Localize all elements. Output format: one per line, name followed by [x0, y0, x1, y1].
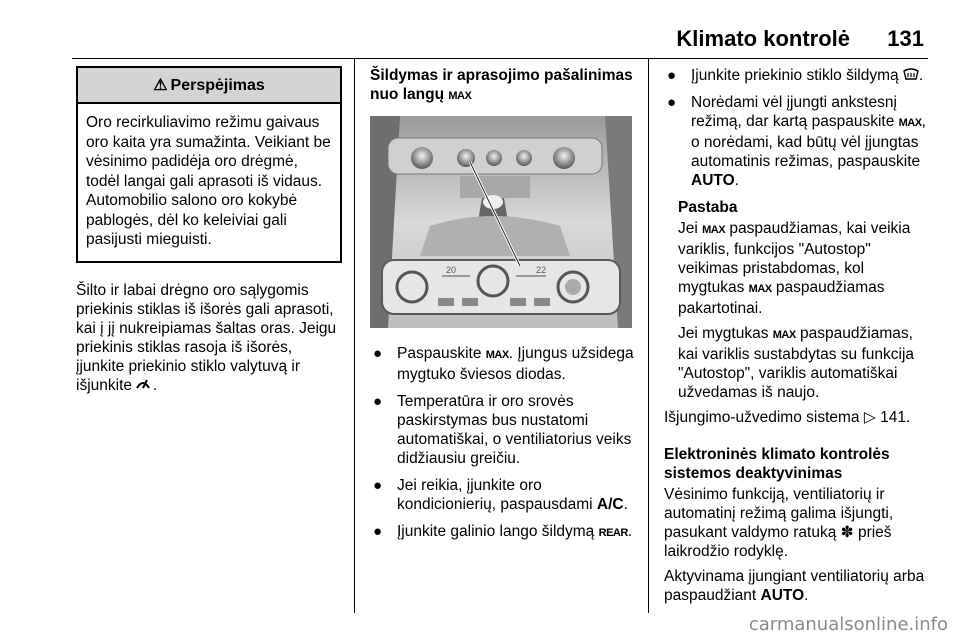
control-panel-photo — [370, 116, 632, 328]
warning-body: Oro recirkuliavimo režimu gaivaus oro kaita yra sumažinta. Veikiant be vėsinimo padidėja oro drėgmė, todėl langai gali aprasoti iš vidaus. Automobilio salono oro kokybė pablogės, dėl ko keleiviai gali pasijusti mieguisti. — [86, 114, 331, 248]
defrost-max-icon: MAX — [772, 329, 796, 341]
section-heading: Elektroninės klimato kontrolės sistemos deaktyvinimas — [664, 446, 890, 482]
paragraph: Šilto ir labai drėgno oro sąlygomis priekinis stiklas iš išorės gali aprasoti, kai į jį nukreipiamas šaltas oras. Jeigu priekinis stiklas rasoja iš išorės, įjunkite priekinio stiklo valytuvą ir išjunkite . — [76, 281, 337, 394]
paragraph: Aktyvinama įjungiant ventiliatorių arba paspaudžiant AUTO. — [664, 568, 925, 604]
watermark: carmanualsonline.info — [748, 614, 948, 635]
list-item: ● Norėdami vėl įjungti ankstesnį režimą, dar kartą paspauskite MAX, o norėdami, kad būtų vėl įjungtas automatinis režimas, paspauskite AUTO. — [667, 94, 926, 189]
bullet-list — [370, 344, 636, 543]
column-2 — [370, 66, 636, 551]
defrost-max-icon: MAX — [448, 90, 472, 102]
page-number: 131 — [887, 26, 924, 51]
note-heading: Pastaba — [678, 199, 738, 216]
note-paragraph: Jei mygtukas MAX paspaudžiamas, kai variklis sustabdytas su funkcija "Autostop", variklis automatiškai užvedamas iš naujo. — [678, 325, 915, 401]
list-item: ● Paspauskite MAX. Įjungus užsidega mygtuko šviesos diodas. — [373, 345, 634, 383]
defrost-max-icon: MAX — [702, 224, 726, 236]
list-item: ● Įjunkite galinio lango šildymą REAR. — [373, 523, 633, 540]
list-item: ● Įjunkite priekinio stiklo šildymą . — [667, 67, 924, 84]
arrow-icon: ▷ — [863, 409, 876, 426]
bullet-icon: ● — [667, 94, 677, 111]
warning-header — [78, 68, 340, 104]
bullet-icon: ● — [373, 345, 383, 362]
bullet-icon: ● — [373, 477, 383, 494]
column-1 — [76, 66, 342, 403]
bullet-icon: ● — [373, 523, 383, 540]
wiper-icon — [136, 381, 153, 393]
windscreen-heat-icon — [903, 67, 919, 84]
bullet-icon: ● — [667, 67, 677, 84]
warning-box — [76, 66, 342, 263]
list-item: ● Jei reikia, įjunkite oro kondicionierių, paspausdami A/C. — [373, 477, 628, 513]
warning-icon: ⚠ — [153, 77, 168, 94]
warning-title: Perspėjimas — [170, 77, 265, 94]
column-divider — [648, 58, 649, 613]
section-heading: Šildymas ir aprasojimo pašalinimas nuo langų MAX — [370, 67, 633, 103]
header-rule — [72, 58, 928, 59]
temp-left-label: 20 — [446, 265, 457, 275]
page-header — [0, 26, 960, 52]
defrost-max-icon: MAX — [485, 349, 509, 361]
bullet-list — [664, 66, 934, 190]
note-block — [678, 198, 934, 402]
cross-reference: Išjungimo-užvedimo sistema ▷ 141. — [664, 409, 911, 426]
column-3 — [664, 66, 934, 611]
fan-icon: ✽ — [840, 524, 854, 541]
defrost-max-icon: MAX — [898, 117, 922, 129]
rear-defrost-icon: REAR — [598, 527, 628, 539]
column-divider — [354, 58, 355, 613]
paragraph: Vėsinimo funkciją, ventiliatorių ir automatinį režimą galima išjungti, pasukant valdymo ratuką ✽ prieš laikrodžio rodyklę. — [664, 486, 894, 560]
note-paragraph: Jei MAX paspaudžiamas, kai veikia variklis, funkcijos "Autostop" veikimas pristabdomas, kol mygtukas MAX paspaudžiamas pakartotinai. — [678, 220, 911, 317]
defrost-max-icon: MAX — [748, 283, 772, 295]
temp-right-label: 22 — [536, 265, 547, 275]
bullet-icon: ● — [373, 393, 383, 410]
list-item: ● Temperatūra ir oro srovės paskirstymas bus nustatomi automatiškai, o ventiliatorius veiks didžiausiu greičiu. — [373, 393, 632, 467]
section-title: Klimato kontrolė — [676, 26, 850, 51]
